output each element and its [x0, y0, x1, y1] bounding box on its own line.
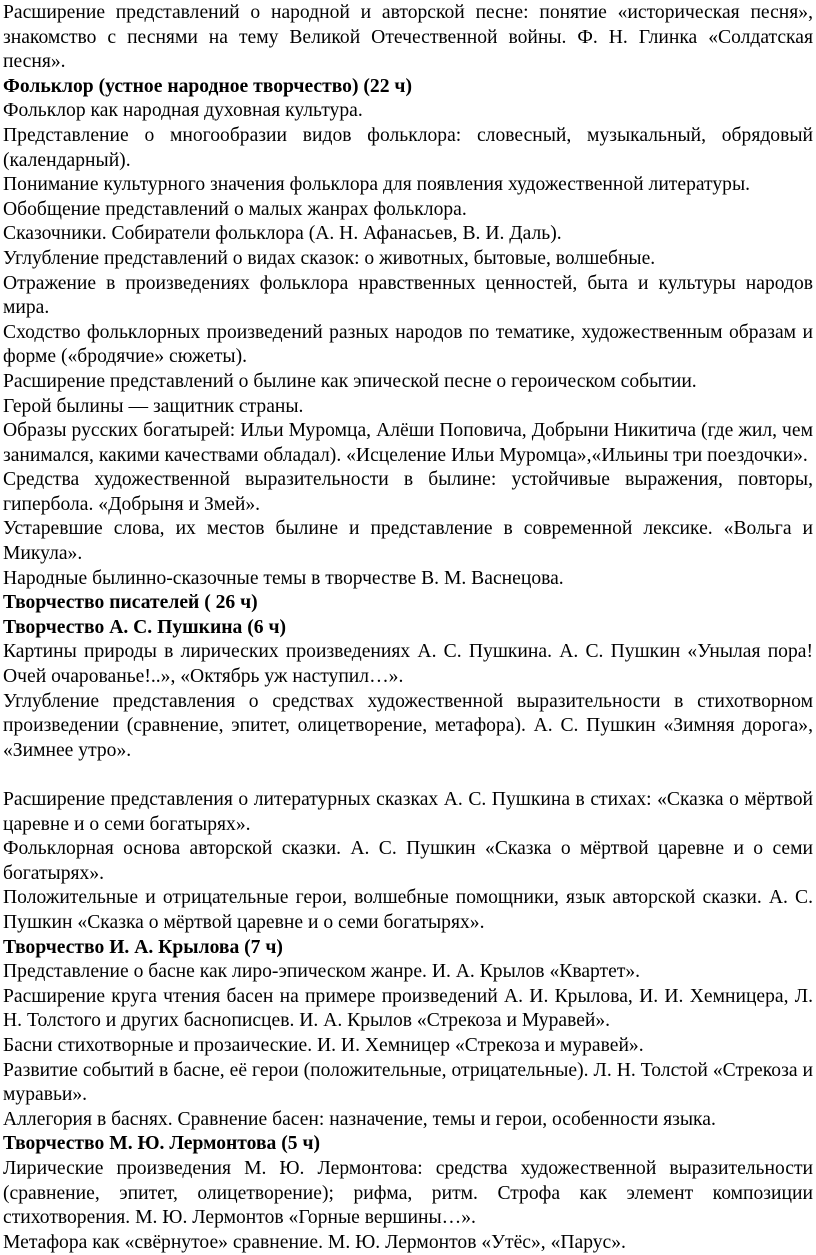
- paragraph: Расширение представления о литературных сказках А. С. Пушкина в стихах: «Сказка о мёртвой царевне и о семи богатырях».: [3, 789, 813, 835]
- heading-folklore: Фольклор (устное народное творчество) (22 ч): [3, 75, 412, 97]
- paragraph: Сходство фольклорных произведений разных народов по тематике, художественным образам и форме («бродячие» сюжеты).: [3, 321, 813, 368]
- paragraph: Отражение в произведениях фольклора нравственных ценностей, быта и культуры народов мира.: [3, 272, 813, 319]
- heading-pushkin: Творчество А. С. Пушкина (6 ч): [3, 616, 287, 638]
- paragraph: Представление о басне как лиро-эпическом жанре. И. А. Крылов «Квартет».: [3, 961, 641, 983]
- heading-lermontov: Творчество М. Ю. Лермонтова (5 ч): [3, 1133, 321, 1155]
- paragraph: Развитие событий в басне, её герои (положительные, отрицательные). Л. Н. Толстой «Стрекоза и муравьи».: [3, 1059, 813, 1106]
- paragraph: Фольклор как народная духовная культура.: [3, 100, 363, 122]
- blank-line: [3, 763, 813, 788]
- paragraph: Представление о многообразии видов фольклора: словесный, музыкальный, обрядовый (календарный).: [3, 124, 813, 171]
- paragraph: Басни стихотворные и прозаические. И. И. Хемницер «Стрекоза и муравей».: [3, 1034, 644, 1056]
- paragraph: Понимание культурного значения фольклора для появления художественной литературы.: [3, 174, 751, 196]
- paragraph: Аллегория в баснях. Сравнение басен: назначение, темы и герои, особенности языка.: [3, 1108, 716, 1130]
- paragraph: Расширение представлений о былине как эпической песне о героическом событии.: [3, 370, 697, 392]
- paragraph: Углубление представлений о видах сказок: о животных, бытовые, волшебные.: [3, 247, 656, 269]
- heading-writers: Творчество писателей ( 26 ч): [3, 592, 258, 614]
- paragraph: Народные былинно-сказочные темы в творчестве В. М. Васнецова.: [3, 567, 564, 589]
- paragraph: Положительные и отрицательные герои, волшебные помощники, язык авторской сказки. А. С. Пушкин «Сказка о мёртвой царевне и о семи богатырях».: [3, 887, 813, 933]
- paragraph: Картины природы в лирических произведениях А. С. Пушкина. А. С. Пушкин «Унылая пора! Очей очарованье!..», «Октябрь уж наступил…».: [3, 641, 813, 688]
- paragraph: Обобщение представлений о малых жанрах фольклора.: [3, 198, 467, 220]
- paragraph: Углубление представления о средствах художественной выразительности в стихотворном произведении (сравнение, эпитет, олицетворение, метафора). А. С. Пушкин «Зимняя дорога», «Зимнее утро».: [3, 690, 813, 761]
- heading-krylov: Творчество И. А. Крылова (7 ч): [3, 936, 283, 958]
- paragraph-historical-song: Расширение представлений о народной и авторской песне: понятие «историческая песня», знакомство с песнями на тему Великой Отечественной войны. Ф. Н. Глинка «Солдатская песня».: [3, 2, 813, 73]
- paragraph: Лирические произведения М. Ю. Лермонтова: средства художественной выразительности (сравнение, эпитет, олицетворение); рифма, ритм. Строфа как элемент композиции стихотворения. М. Ю. Лермонтов «Горные вершины…».: [3, 1157, 813, 1229]
- paragraph: Расширение круга чтения басен на примере произведений А. И. Крылова, И. И. Хемницера, Л. Н. Толстого и других баснописцев. И. А. Крылов «Стрекоза и Муравей».: [3, 985, 813, 1032]
- paragraph: Сказочники. Собиратели фольклора (А. Н. Афанасьев, В. И. Даль).: [3, 223, 562, 245]
- paragraph: Средства художественной выразительности в былине: устойчивые выражения, повторы, гипербола. «Добрыня и Змей».: [3, 469, 813, 515]
- paragraph: Устаревшие слова, их местов былине и представление в современной лексике. «Вольга и Микула».: [3, 518, 813, 565]
- paragraph: Образы русских богатырей: Ильи Муромца, Алёши Поповича, Добрыни Никитича (где жил, чем занимался, какими качествами обладал). «Исцеление Ильи Муромца»,«Ильины три поездочки».: [3, 420, 813, 466]
- paragraph: Герой былины — защитник страны.: [3, 395, 304, 417]
- paragraph: Метафора как «свёрнутое» сравнение. М. Ю. Лермонтов «Утёс», «Парус».: [3, 1231, 626, 1253]
- paragraph: Фольклорная основа авторской сказки. А. С. Пушкин «Сказка о мёртвой царевне и о семи богатырях».: [3, 838, 813, 884]
